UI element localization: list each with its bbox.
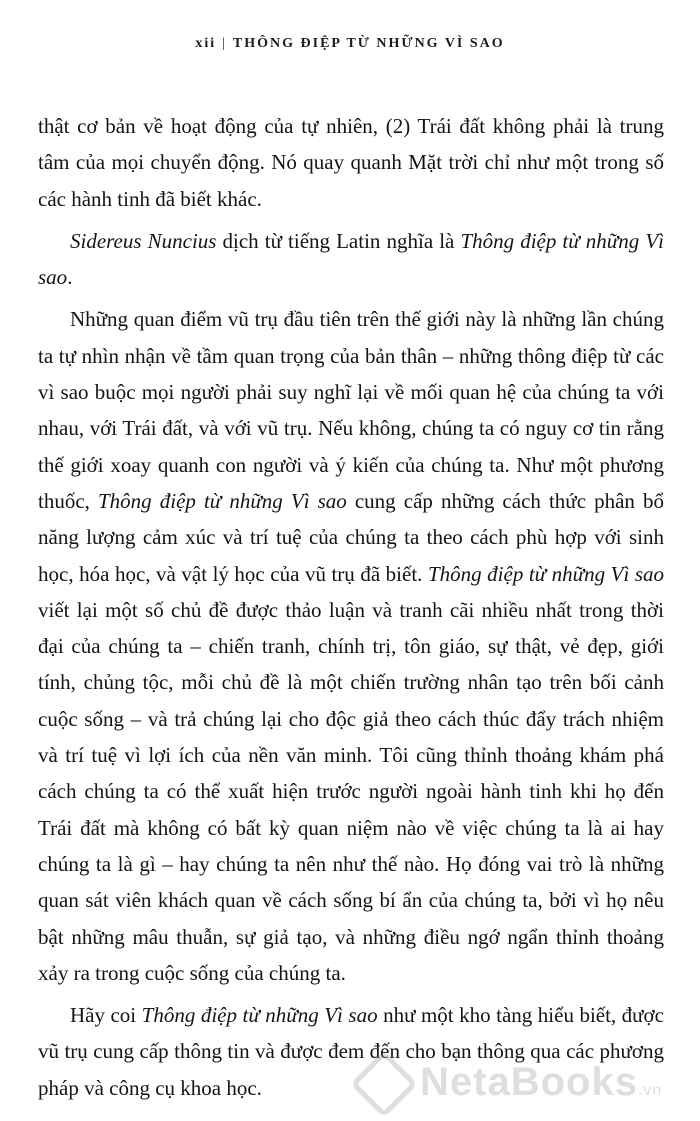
paragraph-1: thật cơ bản về hoạt động của tự nhiên, (2) Trái đất không phải là trung tâm của mọi chuyển động. Nó quay quanh Mặt trời chỉ như một trong số các hành tinh đã biết khác. [38,114,664,211]
header-separator: | [222,36,227,51]
running-header [0,36,700,52]
paragraph-4 [38,997,664,1106]
italic-title: Thông điệp từ những Vì sao [427,561,664,586]
paragraph-text: dịch từ tiếng Latin nghĩa là [216,228,461,253]
book-title: THÔNG ĐIỆP TỪ NHỮNG VÌ SAO [232,36,505,51]
paragraph-3 [38,301,664,991]
paragraph-text: Hãy coi [70,1003,142,1028]
paragraph-text: như một kho tàng hiểu biết, được vũ trụ cung cấp thông tin và được đem đến cho bạn thông qua các phương pháp và công cụ khoa học. [38,1003,664,1100]
paragraph-text: Những quan điểm vũ trụ đầu tiên trên thế giới này là những lần chúng ta tự nhìn nhận về tầm quan trọng của bản thân – những thông điệp từ các vì sao buộc mọi người phải suy nghĩ lại về mối quan hệ của chúng ta với nhau, với Trái đất, và với vũ trụ. Nếu không, chúng ta có nguy cơ tin rằng thế giới xoay quanh con người và ý kiến của chúng ta. Như một phương thuốc, [38,307,664,513]
paragraph-2 [38,223,664,296]
italic-title: Thông điệp từ những Vì sao [141,1003,378,1028]
italic-title: Thông điệp từ những Vì sao [38,228,664,290]
watermark-brand: NetaBooks [420,1060,638,1104]
italic-title: Sidereus Nuncius [70,228,217,253]
italic-title: Thông điệp từ những Vì sao [97,488,347,513]
body-text [38,108,664,1112]
watermark-tld: .vn [637,1082,663,1099]
paragraph-text: . [67,265,73,290]
paragraph-text: viết lại một số chủ đề được thảo luận và tranh cãi nhiều nhất trong thời đại của chúng ta – chiến tranh, chính trị, tôn giáo, sự thật, vẻ đẹp, giới tính, chủng tộc, mỗi chủ đề là một chiến trường nhân tạo trên bối cảnh cuộc sống – và trả chúng lại cho độc giả theo cách thúc đẩy trách nhiệm và trí tuệ vì lợi ích của nền văn minh. Tôi cũng thỉnh thoảng khám phá cách chúng ta có thể xuất hiện trước người ngoài hành tinh khi họ đến Trái đất mà không có bất kỳ quan niệm nào về việc chúng ta là ai hay chúng ta là gì – hay chúng ta nên như thế nào. Họ đóng vai trò là những quan sát viên khách quan về cách sống bí ẩn của chúng ta, bởi vì họ nêu bật những mâu thuẫn, sự giả tạo, và những điều ngớ ngẩn thỉnh thoảng xảy ra trong cuộc sống của chúng ta. [38,597,664,985]
paragraph-text: cung cấp những cách thức phân bổ năng lượng cảm xúc và trí tuệ của chúng ta theo cách phù hợp với sinh học, hóa học, và vật lý học của vũ trụ đã biết. [38,488,664,586]
page-number: xii [195,36,217,51]
